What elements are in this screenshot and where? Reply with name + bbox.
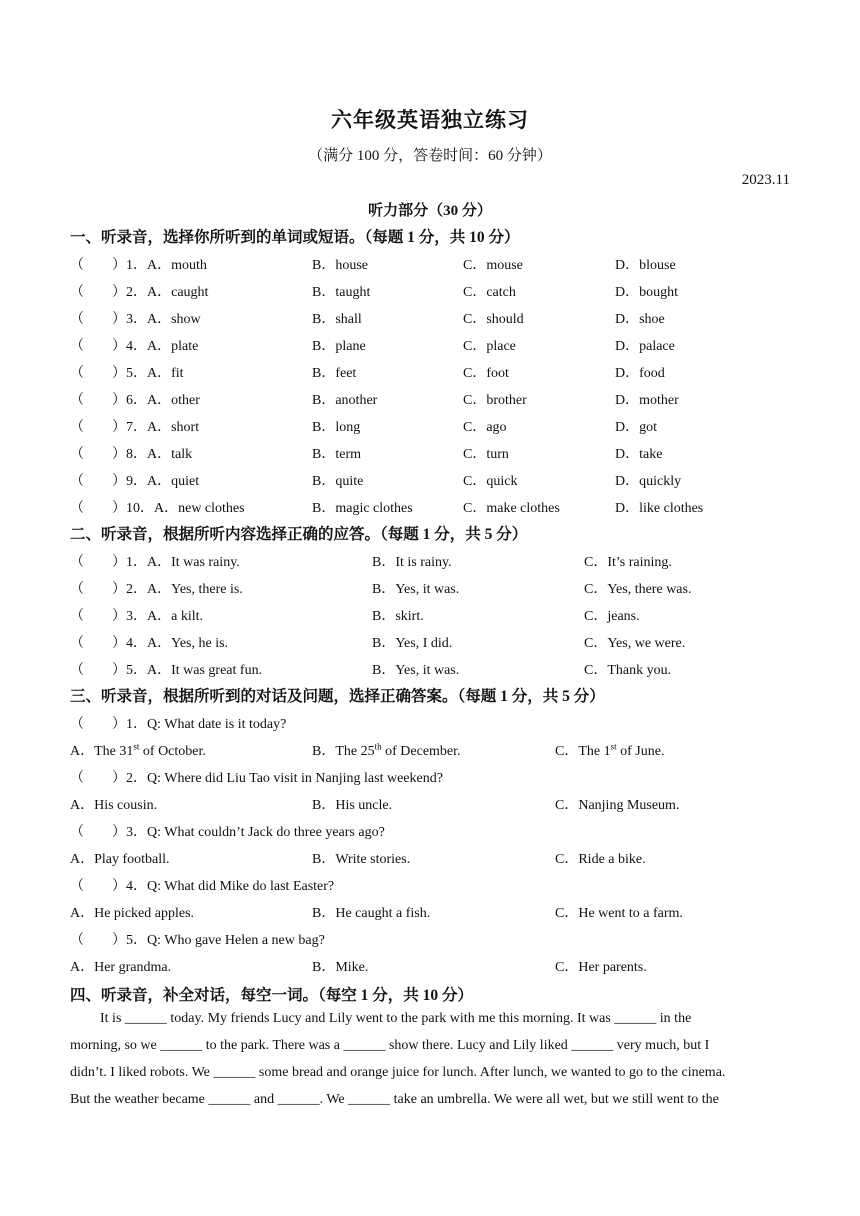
option-c: C．make clothes: [463, 501, 560, 516]
option-a: （ ）9．A．quiet: [70, 474, 200, 489]
option-c: C．Yes, we were.: [584, 636, 686, 651]
question-row: [70, 470, 790, 492]
option-a: A．Play football.: [70, 852, 170, 867]
option-c: C．jeans.: [584, 609, 640, 624]
option-a: （ ）4．A．Yes, he is.: [70, 636, 229, 651]
passage-line: But the weather became ______ and ______. We ______ take an umbrella. We were all wet, but we still went to the: [70, 1092, 719, 1107]
option-b: B．long: [312, 420, 361, 435]
option-a: （ ）1．A．mouth: [70, 258, 207, 273]
option-a: （ ）8．A．talk: [70, 447, 193, 462]
option-b: B．another: [312, 393, 378, 408]
passage-line: didn’t. I liked robots. We ______ some bread and orange juice for lunch. After lunch, we wanted to go to the cinema.: [70, 1065, 726, 1080]
option-d: D．shoe: [615, 312, 665, 327]
option-a: （ ）2．A．Yes, there is.: [70, 582, 243, 597]
question-stem: （ ）3．Q: What couldn’t Jack do three years ago?: [70, 825, 385, 840]
question-stem: （ ）5．Q: Who gave Helen a new bag?: [70, 933, 325, 948]
option-c: C．Ride a bike.: [555, 852, 646, 867]
option-b: B．magic clothes: [312, 501, 413, 516]
option-d: D．take: [615, 447, 663, 462]
question-row: [70, 308, 790, 330]
question-row: [70, 794, 790, 816]
option-c: C．It’s raining.: [584, 555, 672, 570]
option-c: C．The 1st of June.: [555, 741, 665, 759]
option-c: C．foot: [463, 366, 509, 381]
option-c: C．place: [463, 339, 516, 354]
section-3-heading: 三、听录音，根据所听到的对话及问题，选择正确答案。（每题 1 分，共 5 分）: [70, 688, 605, 705]
option-b: B．plane: [312, 339, 366, 354]
exam-date: 2023.11: [741, 172, 790, 188]
option-c: C．He went to a farm.: [555, 906, 683, 921]
option-b: B．quite: [312, 474, 364, 489]
question-row: [70, 335, 790, 357]
question-row: [70, 416, 790, 438]
question-row: [70, 902, 790, 924]
option-b: B．The 25th of December.: [312, 741, 461, 759]
option-b: B．skirt.: [372, 609, 424, 624]
question-row: [70, 632, 790, 654]
question-row: [70, 605, 790, 627]
option-c: C．quick: [463, 474, 518, 489]
option-c: C．mouse: [463, 258, 523, 273]
option-b: B．Write stories.: [312, 852, 411, 867]
option-b: B．Yes, it was.: [372, 582, 460, 597]
option-b: B．Mike.: [312, 960, 369, 975]
option-b: B．taught: [312, 285, 371, 300]
cloze-passage: [70, 1005, 782, 1113]
option-a: （ ）3．A．show: [70, 312, 201, 327]
option-d: D．mother: [615, 393, 679, 408]
option-a: A．The 31st of October.: [70, 741, 206, 759]
option-c: C．brother: [463, 393, 527, 408]
section-2-heading: 二、听录音，根据所听内容选择正确的应答。（每题 1 分，共 5 分）: [70, 526, 528, 543]
option-a: （ ）7．A．short: [70, 420, 200, 435]
section-1-heading: 一、听录音，选择你所听到的单词或短语。（每题 1 分，共 10 分）: [70, 229, 520, 246]
question-row: [70, 497, 790, 519]
question-row: [70, 551, 790, 573]
option-d: D．got: [615, 420, 657, 435]
option-c: C．ago: [463, 420, 507, 435]
option-a: （ ）2．A．caught: [70, 285, 209, 300]
question-row: [70, 956, 790, 978]
option-b: B．His uncle.: [312, 798, 393, 813]
option-d: D．food: [615, 366, 665, 381]
option-a: （ ）3．A．a kilt.: [70, 609, 203, 624]
page-subtitle: （满分 100 分，答卷时间：60 分钟）: [308, 148, 552, 164]
option-d: D．like clothes: [615, 501, 704, 516]
option-a: （ ）4．A．plate: [70, 339, 199, 354]
part-heading: 听力部分（30 分）: [368, 203, 492, 219]
option-b: B．shall: [312, 312, 362, 327]
passage-line: It is ______ today. My friends Lucy and Lily went to the park with me this morning. It was ______ in the: [100, 1011, 692, 1026]
option-d: D．blouse: [615, 258, 676, 273]
option-c: C．Nanjing Museum.: [555, 798, 680, 813]
option-c: C．catch: [463, 285, 516, 300]
passage-line: morning, so we ______ to the park. There was a ______ show there. Lucy and Lily liked ______ very much, but I: [70, 1038, 710, 1053]
option-c: C．Thank you.: [584, 663, 672, 678]
option-b: B．Yes, it was.: [372, 663, 460, 678]
option-d: D．quickly: [615, 474, 682, 489]
question-stem: （ ）2．Q: Where did Liu Tao visit in Nanjing last weekend?: [70, 771, 443, 786]
option-d: D．bought: [615, 285, 678, 300]
option-a: A．Her grandma.: [70, 960, 172, 975]
question-stem: （ ）4．Q: What did Mike do last Easter?: [70, 879, 335, 894]
question-row: [70, 848, 790, 870]
option-c: C．should: [463, 312, 524, 327]
option-a: （ ）10．A．new clothes: [70, 501, 245, 516]
option-a: （ ）6．A．other: [70, 393, 200, 408]
option-b: B．It is rainy.: [372, 555, 452, 570]
option-b: B．Yes, I did.: [372, 636, 453, 651]
option-a: A．He picked apples.: [70, 906, 195, 921]
option-d: D．palace: [615, 339, 675, 354]
section-4-heading: 四、听录音，补全对话，每空一词。（每空 1 分，共 10 分）: [70, 987, 474, 1004]
option-b: B．feet: [312, 366, 357, 381]
option-c: C．Yes, there was.: [584, 582, 692, 597]
option-c: C．turn: [463, 447, 509, 462]
question-row: [70, 389, 790, 411]
option-a: （ ）5．A．fit: [70, 366, 184, 381]
option-b: B．term: [312, 447, 361, 462]
question-row: [70, 659, 790, 681]
answer-row: [70, 740, 790, 762]
page-title: 六年级英语独立练习: [331, 108, 529, 132]
option-b: B．He caught a fish.: [312, 906, 431, 921]
question-row: [70, 362, 790, 384]
question-row: [70, 281, 790, 303]
question-row: [70, 254, 790, 276]
option-b: B．house: [312, 258, 368, 273]
question-row: [70, 443, 790, 465]
question-row: [70, 578, 790, 600]
option-a: （ ）5．A．It was great fun.: [70, 663, 263, 678]
option-c: C．Her parents.: [555, 960, 647, 975]
option-a: A．His cousin.: [70, 798, 158, 813]
option-a: （ ）1．A．It was rainy.: [70, 555, 240, 570]
question-stem: （ ）1．Q: What date is it today?: [70, 717, 287, 732]
